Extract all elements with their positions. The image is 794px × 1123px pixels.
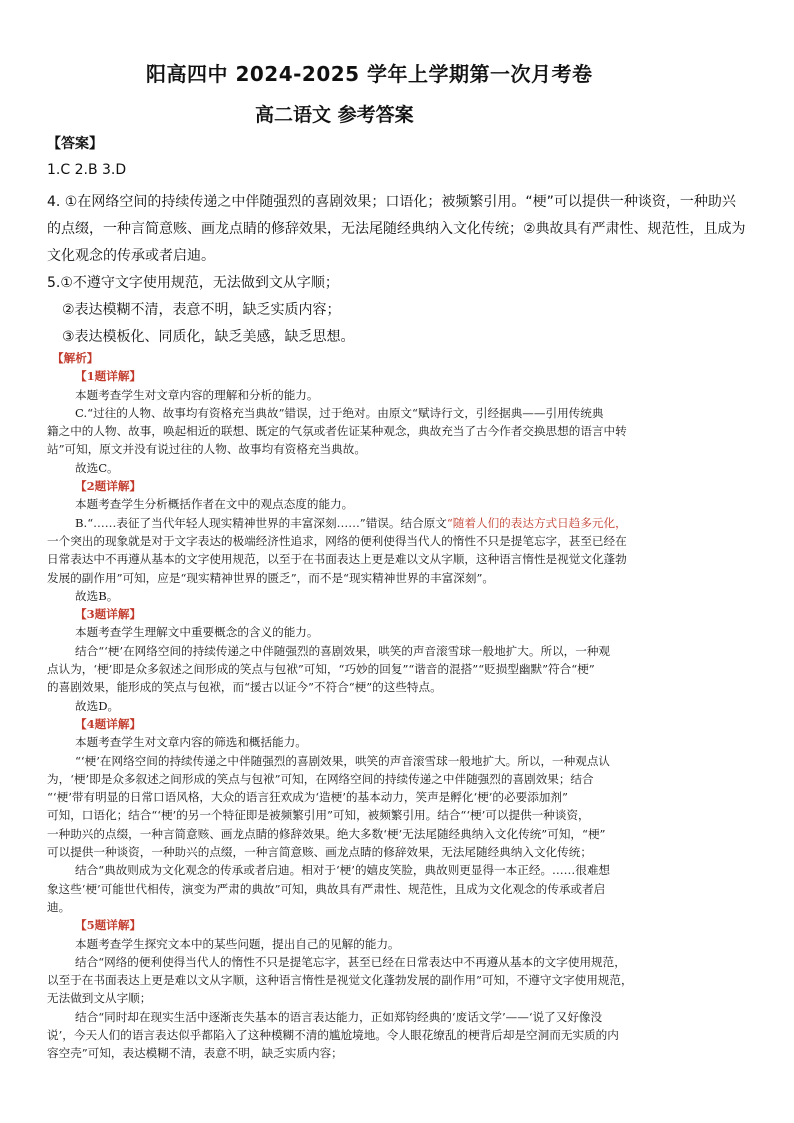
answer-block xyxy=(47,157,752,351)
answer-4-line-2: 的点缀，一种言简意赅、画龙点睛的修辞效果，无法尾随经典纳入文化传统；②典故具有严肃性、规范性，且成为 xyxy=(47,221,746,237)
answer-5-line-2: ②表达模糊不清，表意不明，缺乏实质内容； xyxy=(62,302,341,318)
q1-line: 本题考查学生对文章内容的理解和分析的能力。 xyxy=(75,387,319,402)
document-subtitle: 高二语文 参考答案 xyxy=(255,104,414,126)
q4-line: 结合“典故则成为文化观念的传承或者启迪。相对于‘梗’的嬉皮笑脸，典故则更显得一本正经。……很难想 xyxy=(75,863,611,878)
q4-line: 象这些‘梗’可能世代相传，演变为严肃的典故”可知，典故具有严肃性、规范性，且成为文化观念的传承或者启 xyxy=(47,881,606,896)
q4-line: 可知，口语化；结合“‘梗’的另一个特征即是被频繁引用”可知，被频繁引用。结合“‘梗’可以提供一种谈资， xyxy=(47,808,590,823)
q3-line: 结合“‘梗’在网络空间的持续传递之中伴随强烈的喜剧效果，哄笑的声音滚雪球一般地扩大。所以，一种观 xyxy=(75,643,611,658)
q4-line: 可以提供一种谈资，一种助兴的点缀，一种言简意赅、画龙点睛的修辞效果，无法尾随经典纳入文化传统； xyxy=(47,845,592,860)
q4-line: 为，‘梗’即是众多叙述之间形成的笑点与包袱”可知，在网络空间的持续传递之中伴随强烈的喜剧效果；结合 xyxy=(47,771,594,786)
q1-conclusion: 故选C。 xyxy=(75,460,119,475)
q2-line: 发展的副作用”可知，应是“现实精神世界的匮乏”，而不是“现实精神世界的丰富深刻”。 xyxy=(47,570,495,585)
q2-line-text: B.“……表征了当代年轻人现实精神世界的丰富深刻……”错误。结合原文 xyxy=(75,515,447,530)
q3-line: 的喜剧效果，能形成的笑点与包袱，而“援古以证今”不符合“梗”的这些特点。 xyxy=(47,680,442,695)
q1-line: 籍之中的人物、故事，唤起相近的联想、既定的气氛或者佐证某种观念，典故充当了古今作者交换思想的语言中转 xyxy=(47,424,627,439)
q4-line: “‘梗’带有明显的日常口语风格，大众的语言狂欢成为‘造梗’的基本动力，笑声是孵化‘梗’的必要添加剂” xyxy=(47,790,568,805)
q1-line: 站”可知，原文并没有说过往的人物、故事均有资格充当典故。 xyxy=(47,442,366,457)
q2-line: 日常表达中不再遵从基本的文字使用规范，以至于在书面表达上更是难以文从字顺，这种语言惰性是视觉文化蓬勃 xyxy=(47,552,627,567)
q4-line: 本题考查学生对文章内容的筛选和概括能力。 xyxy=(75,735,307,750)
q2-conclusion: 故选B。 xyxy=(75,588,119,603)
q1-title: 【1题详解】 xyxy=(75,369,142,384)
q2-line xyxy=(47,514,752,532)
analysis-heading: 【解析】 xyxy=(52,351,99,365)
q2-line: 本题考查学生分析概括作者在文中的观点态度的能力。 xyxy=(75,497,354,512)
q4-title: 【4题详解】 xyxy=(75,716,142,731)
q5-line: 无法做到文从字顺； xyxy=(47,991,152,1006)
answer-5-line-1: 5.①不遵守文字使用规范，无法做到文从字顺； xyxy=(47,275,339,291)
q5-line: 容空壳”可知，表达模糊不清，表意不明，缺乏实质内容； xyxy=(47,1046,343,1061)
q5-line: 结合“网络的便利使得当代人的惰性不只是提笔忘字，甚至已经在日常表达中不再遵从基本的文字使用规范， xyxy=(75,954,626,969)
q5-title: 【5题详解】 xyxy=(75,918,142,933)
q5-line: 以至于在书面表达上更是难以文从字顺，这种语言惰性是视觉文化蓬勃发展的副作用”可知，不遵守文字使用规范， xyxy=(47,973,633,988)
q5-line: 本题考查学生探究文本中的某些问题，提出自己的见解的能力。 xyxy=(75,936,400,951)
answer-1-3: 1.C 2.B 3.D xyxy=(47,162,127,178)
q4-line: 一种助兴的点缀，一种言简意赅、画龙点睛的修辞效果。绝大多数‘梗’无法尾随经典纳入文化传统”可知，“梗” xyxy=(47,826,606,841)
q5-line: 结合“同时却在现实生活中逐渐丧失基本的语言表达能力，正如郑钧经典的‘废话文学’——‘说了又好像没 xyxy=(75,1009,603,1024)
analysis-block xyxy=(47,349,752,1063)
q2-title: 【2题详解】 xyxy=(75,479,142,494)
q4-line: “‘梗’在网络空间的持续传递之中伴随强烈的喜剧效果，哄笑的声音滚雪球一般地扩大。所以，一种观点认 xyxy=(75,753,611,768)
document-title: 阳高四中 2024-2025 学年上学期第一次月考卷 xyxy=(146,62,593,86)
q3-conclusion: 故选D。 xyxy=(75,698,120,713)
q3-title: 【3题详解】 xyxy=(75,607,142,622)
q2-line: 一个突出的现象就是对于文字表达的极端经济性追求，网络的便利使得当代人的惰性不只是提笔忘字，甚至已经在 xyxy=(47,533,627,548)
answer-4-line-3: 文化观念的传承或者启迪。 xyxy=(47,248,215,264)
answer-4-line-1: 4. ①在网络空间的持续传递之中伴随强烈的喜剧效果；口语化；被频繁引用。“梗”可以提供一种谈资，一种助兴 xyxy=(47,194,736,210)
q1-line: C.“过往的人物、故事均有资格充当典故”错误，过于绝对。由原文“赋诗行文，引经据典——引用传统典 xyxy=(75,405,604,420)
answer-5-line-3: ③表达模板化、同质化，缺乏美感，缺乏思想。 xyxy=(62,329,355,345)
answer-heading: 【答案】 xyxy=(47,136,103,152)
q2-quote: “随着人们的表达方式日趋多元化， xyxy=(446,515,627,530)
q5-line: 说’，今天人们的语言表达似乎都陷入了这种模糊不清的尴尬境地。令人眼花缭乱的梗背后却是空洞而无实质的内 xyxy=(47,1027,619,1042)
q4-line: 迪。 xyxy=(47,899,71,914)
q3-line: 本题考查学生理解文中重要概念的含义的能力。 xyxy=(75,625,319,640)
q3-line: 点认为，‘梗’即是众多叙述之间形成的笑点与包袱”可知，“巧妙的回复”“谐音的混搭”“贬损型幽默”符合“梗” xyxy=(47,662,595,677)
